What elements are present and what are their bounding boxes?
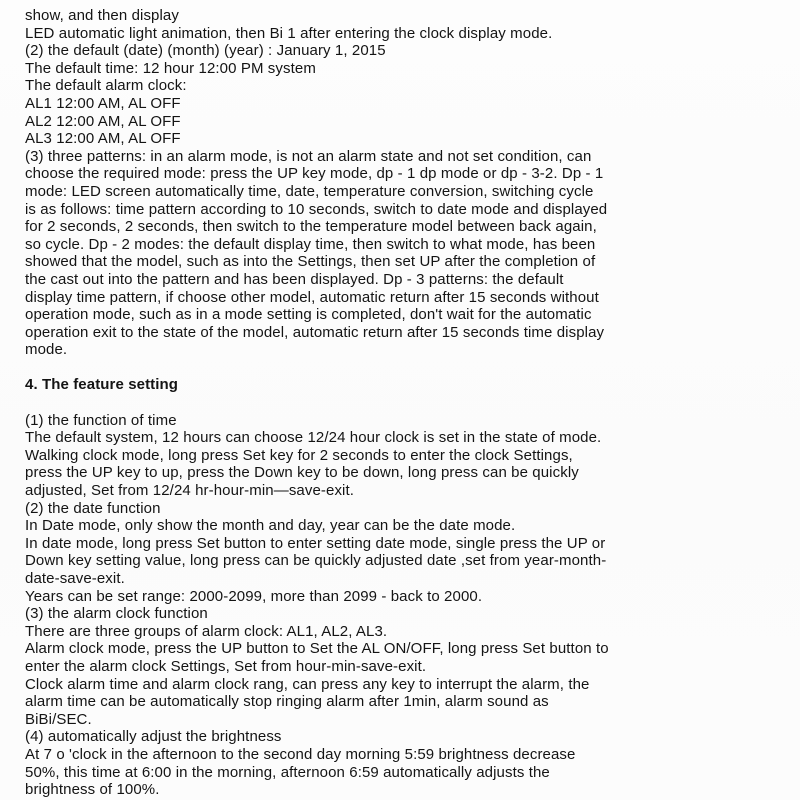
text-line: alarm time can be automatically stop ringing alarm after 1min, alarm sound as — [25, 693, 549, 711]
text-line: Down key setting value, long press can be quickly adjusted date ,set from year-month- — [25, 552, 607, 570]
text-line: Clock alarm time and alarm clock rang, can press any key to interrupt the alarm, the — [25, 675, 590, 693]
text-line: The default system, 12 hours can choose 12/24 hour clock is set in the state of mode. — [25, 429, 602, 447]
text-line: BiBi/SEC. — [25, 710, 92, 728]
text-line: (3) the alarm clock function — [25, 605, 208, 623]
text-line: Walking clock mode, long press Set key for 2 seconds to enter the clock Settings, — [25, 446, 573, 464]
blank-line — [25, 394, 782, 412]
text-line: so cycle. Dp - 2 modes: the default display time, then switch to what mode, has been — [25, 235, 596, 253]
text-line: In date mode, long press Set button to enter setting date mode, single press the UP or — [25, 534, 606, 552]
text-line: AL2 12:00 AM, AL OFF — [25, 112, 181, 130]
text-line: AL1 12:00 AM, AL OFF — [25, 94, 181, 112]
text-line: (1) the function of time — [25, 411, 177, 429]
text-line: Alarm clock mode, press the UP button to Set the AL ON/OFF, long press Set button to — [25, 640, 609, 658]
text-line: mode: LED screen automatically time, date, temperature conversion, switching cycle — [25, 182, 594, 200]
text-line: adjusted, Set from 12/24 hr-hour-min—save-exit. — [25, 482, 355, 500]
text-line: the cast out into the pattern and has been displayed. Dp - 3 patterns: the default — [25, 270, 564, 288]
text-line: for 2 seconds, 2 seconds, then switch to the temperature model between back again, — [25, 218, 597, 236]
text-line: choose the required mode: press the UP key mode, dp - 1 dp mode or dp - 3-2. Dp - 1 — [25, 165, 604, 183]
text-line: show, and then display — [25, 7, 179, 24]
text-line: (3) three patterns: in an alarm mode, is not an alarm state and not set condition, can — [25, 147, 592, 165]
blank-line — [25, 359, 782, 377]
text-line: mode. — [25, 341, 68, 359]
text-line: The default time: 12 hour 12:00 PM system — [25, 59, 316, 77]
text-line: In Date mode, only show the month and day, year can be the date mode. — [25, 517, 516, 535]
text-line: operation exit to the state of the model, automatic return after 15 seconds time display — [25, 323, 605, 341]
text-line: (4) automatically adjust the brightness — [25, 728, 282, 746]
text-line: LED automatic light animation, then Bi 1 after entering the clock display mode. — [25, 24, 553, 42]
text-line: operation mode, such as in a mode setting is completed, don't wait for the automatic — [25, 306, 592, 324]
text-line: There are three groups of alarm clock: AL1, AL2, AL3. — [25, 622, 388, 640]
text-line: 50%, this time at 6:00 in the morning, afternoon 6:59 automatically adjusts the — [25, 763, 550, 781]
text-line: press the UP key to up, press the Down key to be down, long press can be quickly — [25, 464, 579, 482]
text-line: display time pattern, if choose other model, automatic return after 15 seconds without — [25, 288, 599, 306]
text-line: At 7 o 'clock in the afternoon to the second day morning 5:59 brightness decrease — [25, 745, 576, 763]
text-line: date-save-exit. — [25, 570, 125, 587]
text-line: (2) the date function — [25, 499, 161, 517]
text-line: is as follows: time pattern according to 10 seconds, switch to date mode and displayed — [25, 200, 608, 218]
section-heading: 4. The feature setting — [25, 376, 179, 394]
text-line: AL3 12:00 AM, AL OFF — [25, 130, 181, 148]
text-line: Years can be set range: 2000-2099, more than 2099 - back to 2000. — [25, 587, 483, 605]
text-line: (2) the default (date) (month) (year) : January 1, 2015 — [25, 42, 386, 60]
text-line: enter the alarm clock Settings, Set from hour-min-save-exit. — [25, 657, 427, 675]
text-line: brightness of 100%. — [25, 781, 160, 799]
text-line: showed that the model, such as into the Settings, then set UP after the completion of — [25, 253, 596, 271]
text-line: The default alarm clock: — [25, 77, 187, 95]
